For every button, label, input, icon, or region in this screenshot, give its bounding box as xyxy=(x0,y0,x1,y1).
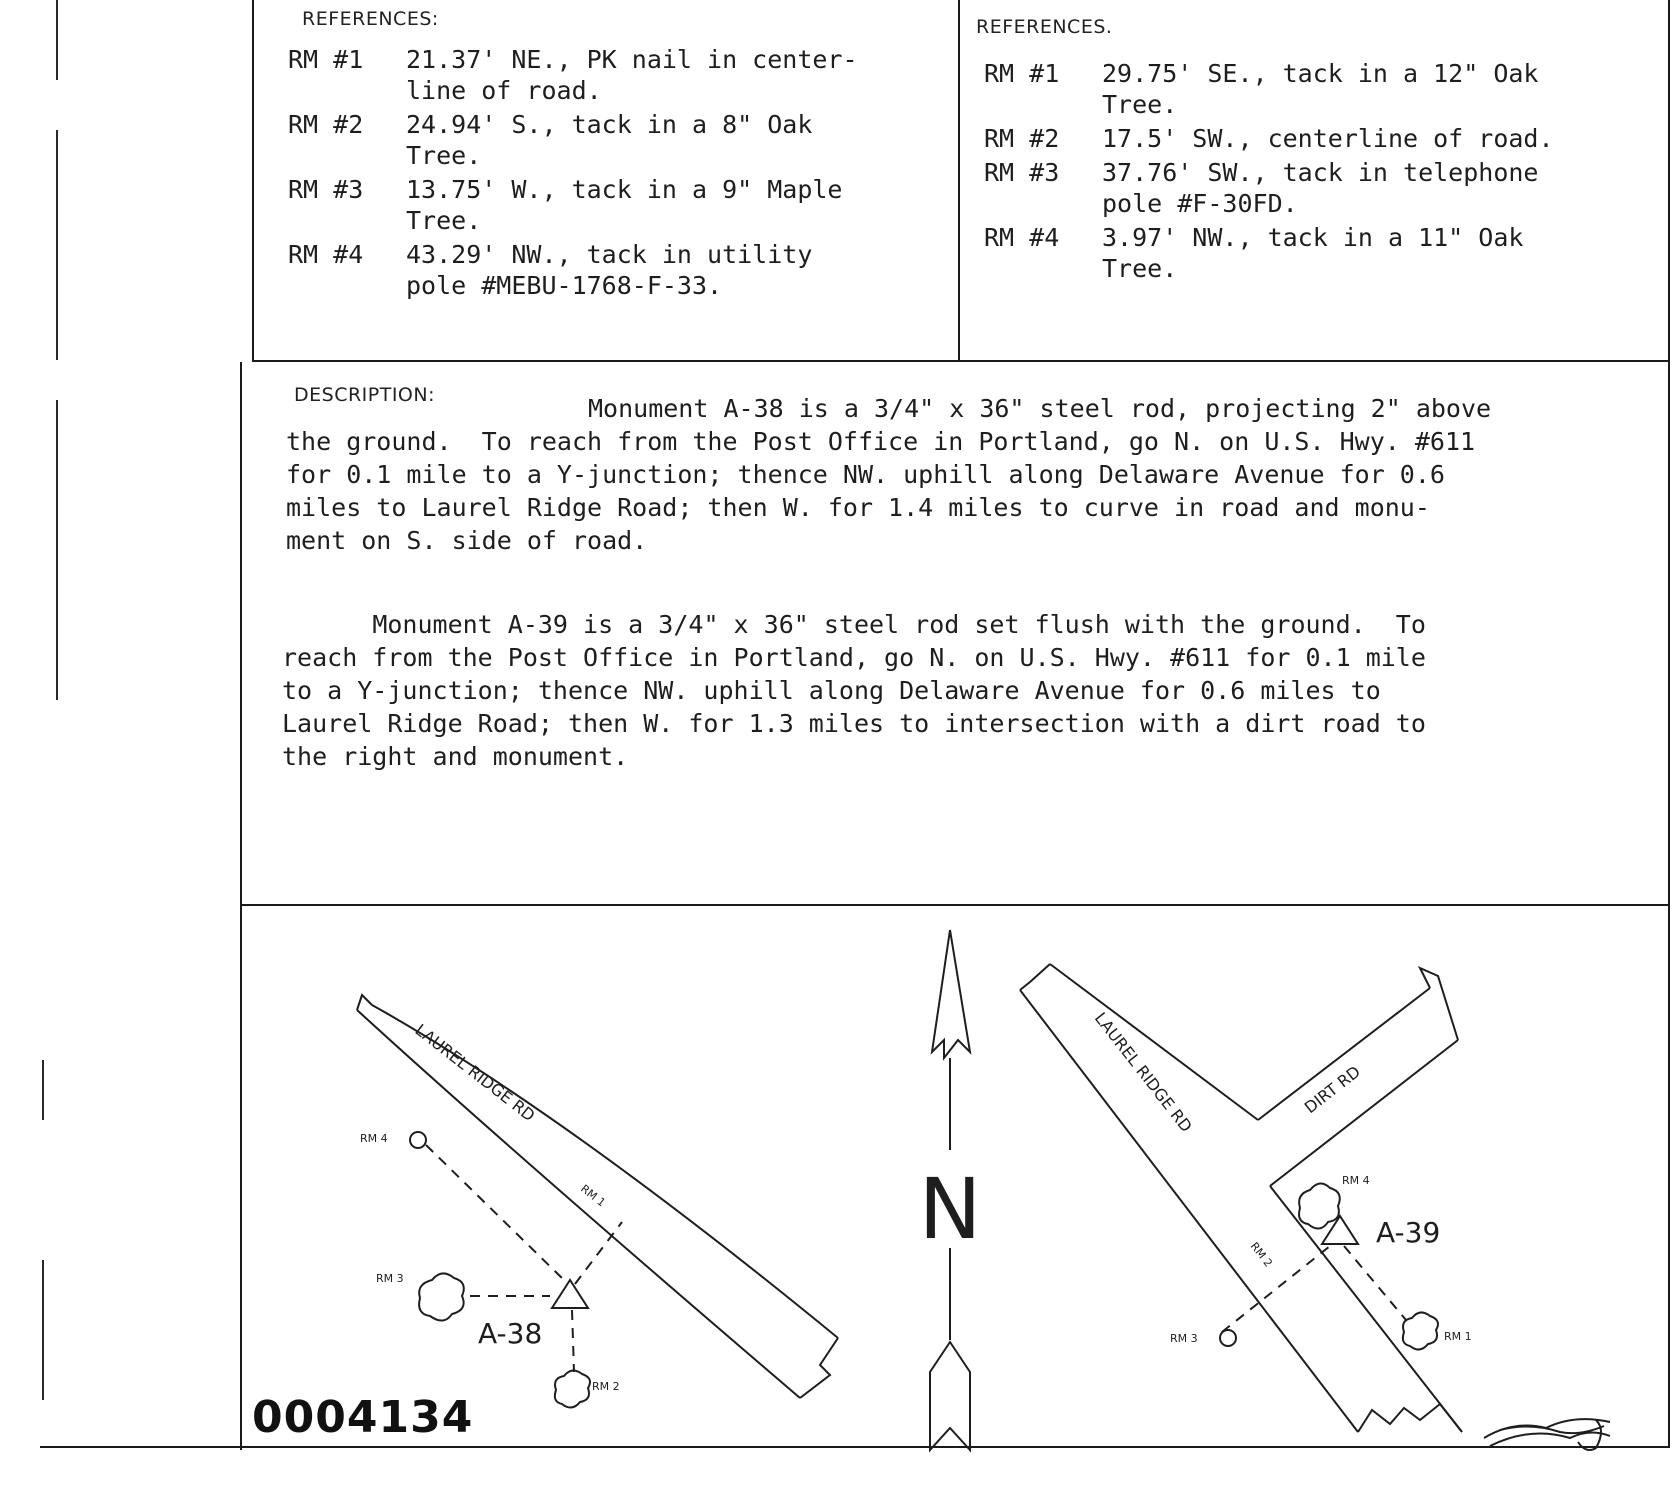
rm2-tie-line xyxy=(572,1310,574,1372)
right-road-break-bottom xyxy=(1358,1404,1462,1432)
rm-description: 43.29' NW., tack in utility pole #MEBU-1768-F-33. xyxy=(406,240,813,300)
rm-label: RM #2 xyxy=(288,110,364,139)
monument-a38-triangle xyxy=(552,1280,588,1308)
left-monument-label: A-38 xyxy=(478,1317,543,1350)
right-sketch xyxy=(1020,964,1472,1432)
rm-description: 21.37' NE., PK nail in center- line of road. xyxy=(406,45,858,105)
rm1-tie-line xyxy=(575,1222,622,1284)
right-rm3-label: RM 3 xyxy=(1170,1332,1198,1345)
rm-description: 37.76' SW., tack in telephone pole #F-30FD. xyxy=(1102,158,1539,218)
right-road-label: LAUREL RIDGE RD xyxy=(1090,1008,1196,1136)
dirt-road-edge-north xyxy=(1258,988,1430,1120)
scribble-mark-icon xyxy=(1484,1419,1610,1450)
right-rm4-label: RM 4 xyxy=(1342,1174,1370,1187)
rm3-tree-symbol xyxy=(419,1273,464,1320)
right-rm1-tree-symbol xyxy=(1403,1312,1438,1349)
right-rm3-tie-line xyxy=(1222,1246,1330,1332)
left-road-break-bottom xyxy=(800,1338,838,1398)
rm-label: RM #1 xyxy=(288,45,364,74)
right-dirt-road-label: DIRT RD xyxy=(1300,1061,1364,1118)
left-rm2-label: RM 2 xyxy=(592,1380,620,1393)
rm4-marker xyxy=(410,1132,426,1148)
rm-description: 3.97' NW., tack in a 11" Oak Tree. xyxy=(1102,223,1524,283)
monument-a39-triangle xyxy=(1322,1216,1358,1244)
description-paragraph-1-lead: Monument A-38 is a 3/4" x 36" steel rod, projecting 2" above xyxy=(588,394,1492,423)
rm-description: 29.75' SE., tack in a 12" Oak Tree. xyxy=(1102,59,1539,119)
rm-label: RM #3 xyxy=(984,158,1060,187)
rm-label: RM #3 xyxy=(288,175,364,204)
right-rm1-tie-line xyxy=(1344,1246,1406,1320)
left-sketch xyxy=(357,995,838,1408)
right-monument-label: A-39 xyxy=(1376,1216,1441,1249)
rm4-tie-line xyxy=(426,1145,566,1282)
rm-label: RM #1 xyxy=(984,59,1060,88)
rm-label: RM #4 xyxy=(288,240,364,269)
right-rm2-label: RM 2 xyxy=(1247,1239,1275,1270)
rm-description: 24.94' S., tack in a 8" Oak Tree. xyxy=(406,110,813,170)
references-right-heading: REFERENCES. xyxy=(976,16,1113,38)
north-arrow-icon xyxy=(919,930,982,1450)
left-rm3-label: RM 3 xyxy=(376,1272,404,1285)
left-road-break-top xyxy=(357,995,372,1010)
description-heading: DESCRIPTION: xyxy=(294,384,436,406)
right-rm3-marker xyxy=(1220,1330,1236,1346)
dirt-road-break xyxy=(1420,968,1458,1040)
right-road-edge-south xyxy=(1020,990,1358,1432)
left-road-edge-south xyxy=(357,1010,800,1398)
dirt-road-edge-south xyxy=(1270,1040,1458,1186)
rm-description: 13.75' W., tack in a 9" Maple Tree. xyxy=(406,175,843,235)
right-rm4-tree-symbol xyxy=(1299,1183,1340,1228)
rm-label: RM #2 xyxy=(984,124,1060,153)
left-road-label: LAUREL RIDGE RD xyxy=(411,1020,539,1126)
document-number: 0004134 xyxy=(252,1392,474,1443)
rm-label: RM #4 xyxy=(984,223,1060,252)
references-left-heading: REFERENCES: xyxy=(302,8,439,30)
rm-description: 17.5' SW., centerline of road. xyxy=(1102,124,1554,153)
rm2-tree-symbol xyxy=(555,1370,590,1407)
right-road-break-top xyxy=(1020,964,1050,990)
description-paragraph-2: Monument A-39 is a 3/4" x 36" steel rod set flush with the ground. To reach from the Post Office in Portland, go N. on U.S. Hwy. #611 for 0.1 mile to a Y-junction; thence NW. uphill along Delaware Avenue for 0.6 miles to Laurel Ridge Road; then W. for 1.3 miles to intersection with a dirt road to the right and monument. xyxy=(282,610,1426,771)
description-paragraph-1-body: the ground. To reach from the Post Office in Portland, go N. on U.S. Hwy. #611 for 0.1 mile to a Y-junction; thence NW. uphill along Delaware Avenue for 0.6 miles to Laurel Ridge Road; then W. for 1.4 miles to curve in road and monu- ment on S. side of road. xyxy=(286,427,1476,555)
right-rm1-label: RM 1 xyxy=(1444,1330,1472,1343)
north-label: N xyxy=(918,1160,982,1258)
left-rm1-label: RM 1 xyxy=(578,1182,608,1210)
left-rm4-label: RM 4 xyxy=(360,1132,388,1145)
